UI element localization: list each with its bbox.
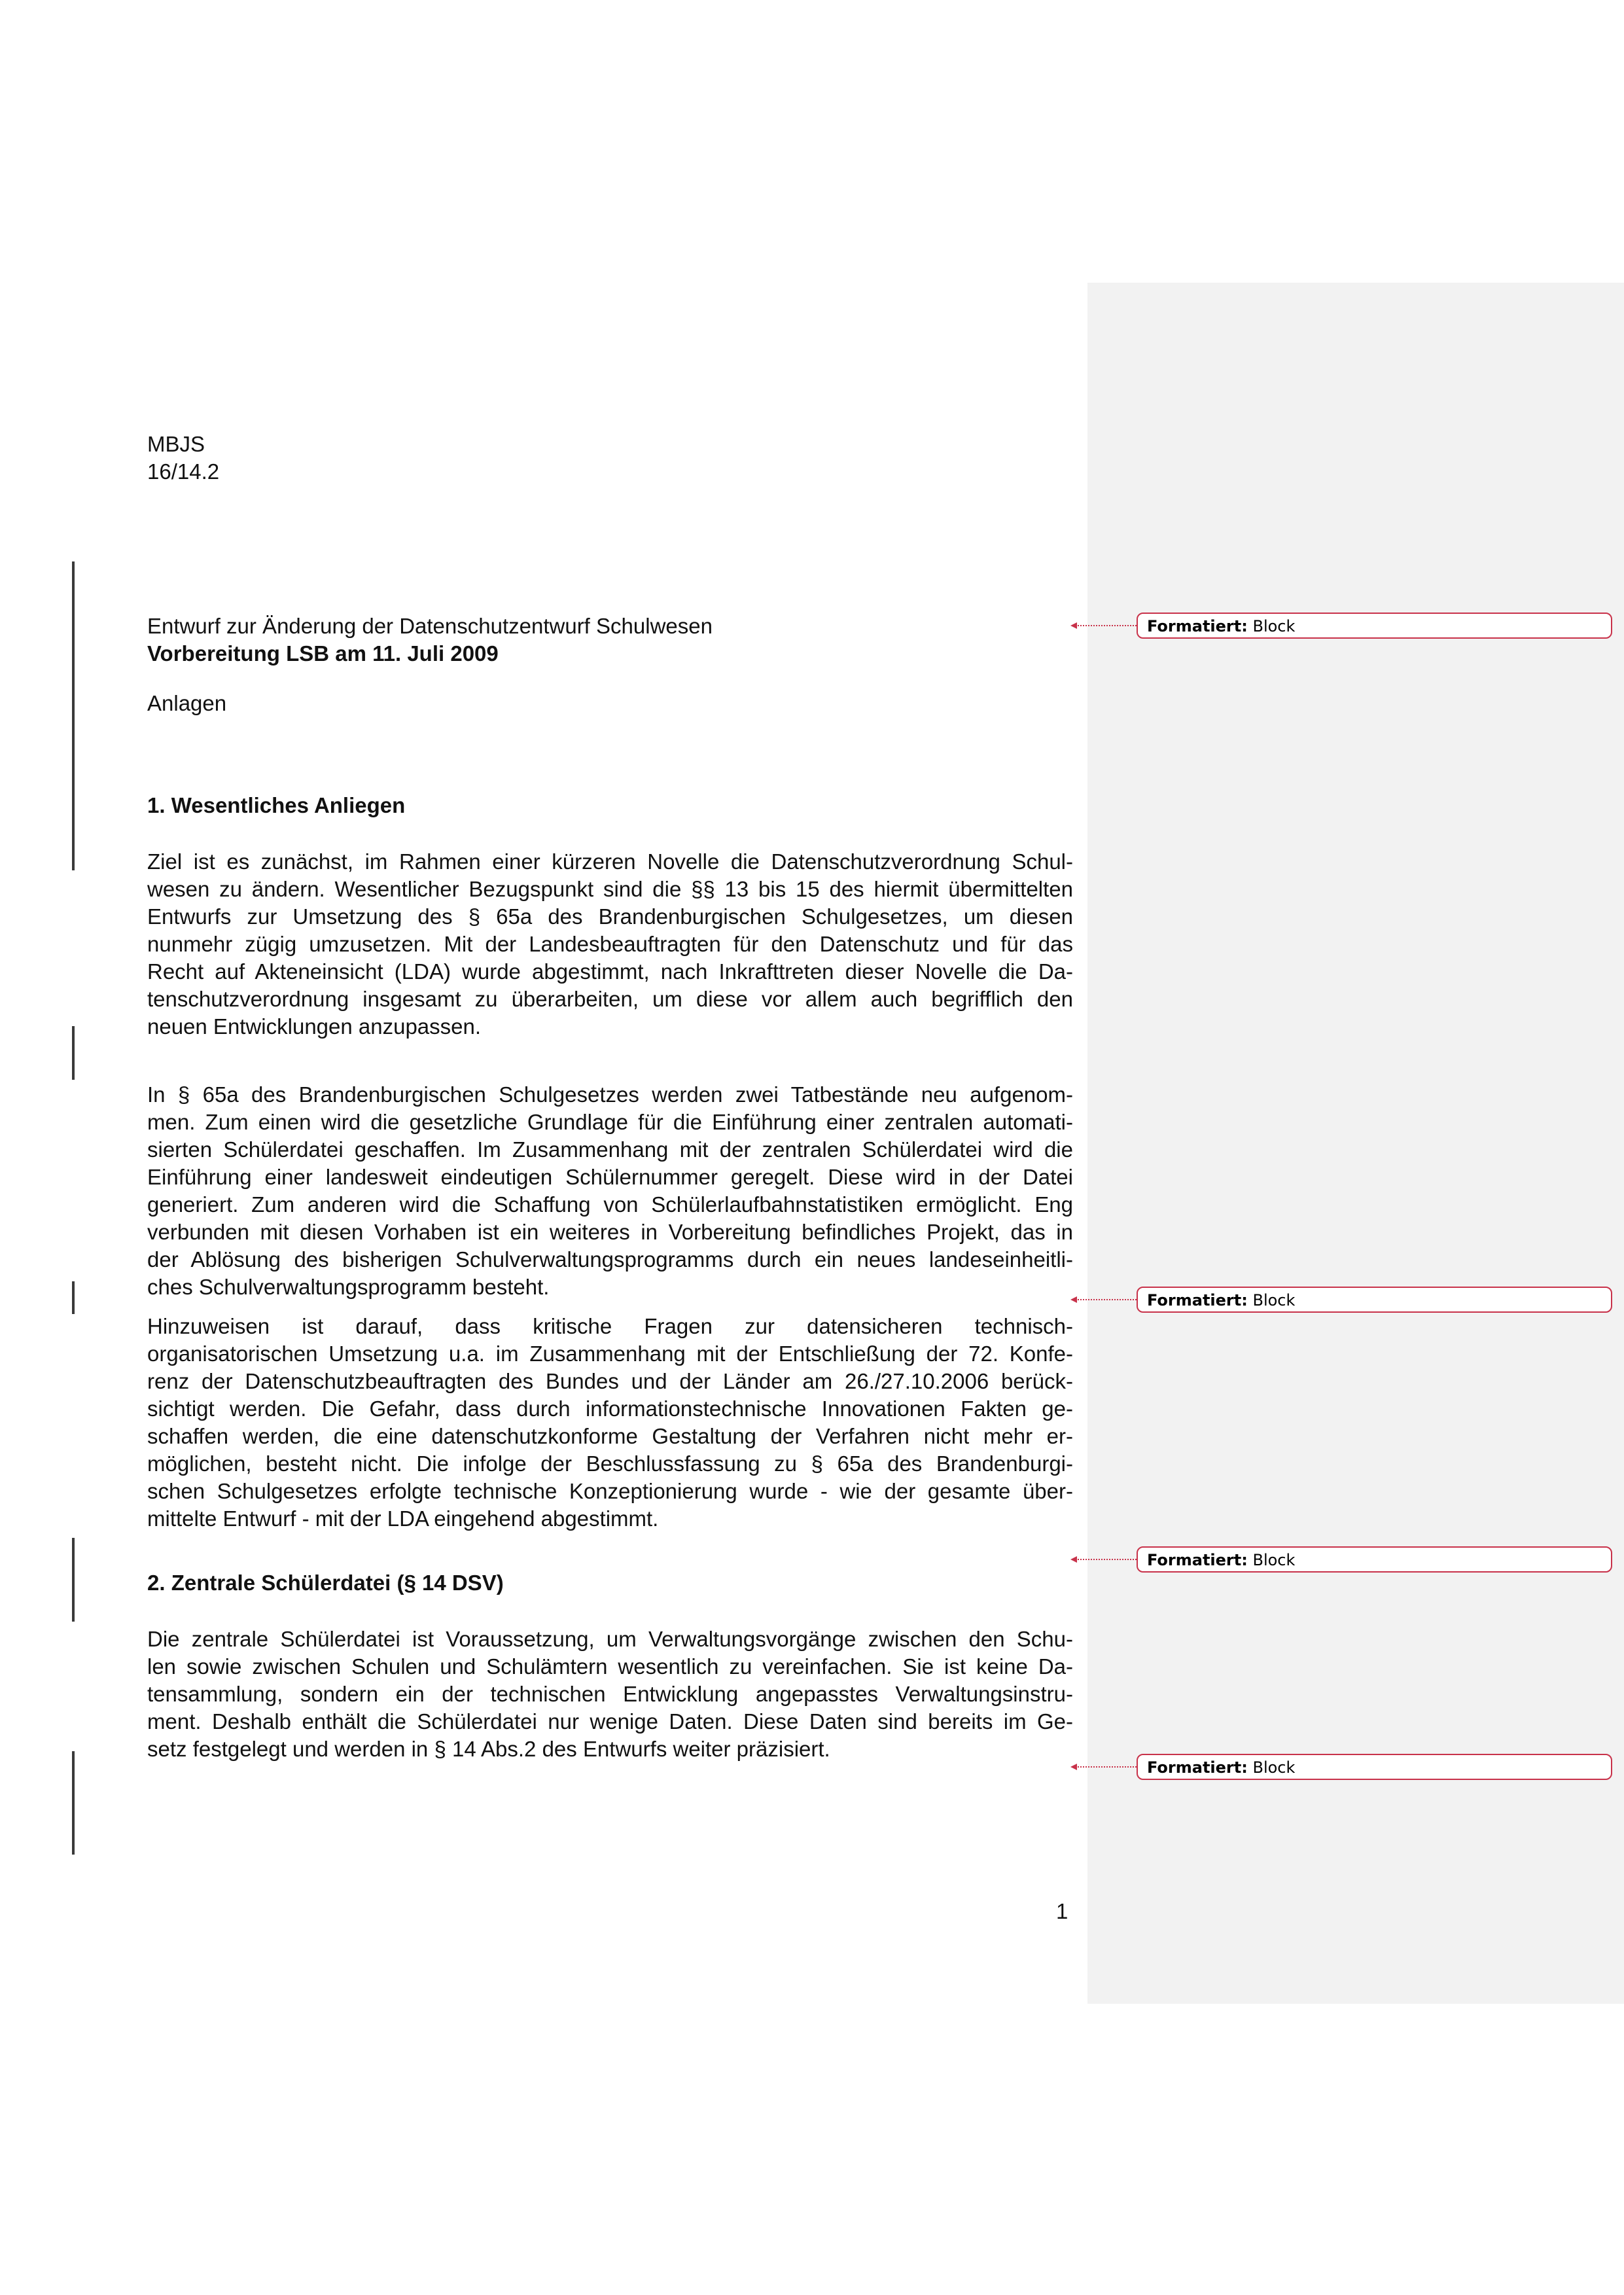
- change-bar: [72, 1751, 75, 1855]
- comment-value: Block: [1252, 617, 1296, 635]
- text-line: tenschutzverordnung insgesamt zu überarbeiten, um diese vor allem auch begrifflich den: [147, 987, 1073, 1011]
- comment-connector: [1073, 625, 1137, 626]
- text-line: ment. Deshalb enthält die Schülerdatei nur wenige Daten. Diese Daten sind bereits im Ge-: [147, 1709, 1073, 1734]
- comment-connector: [1073, 1766, 1137, 1768]
- text-line: möglichen, besteht nicht. Die infolge der Beschlussfassung zu § 65a des Brandenburgi-: [147, 1451, 1073, 1476]
- attachments-label: Anlagen: [147, 691, 227, 715]
- text-line: Die zentrale Schülerdatei ist Voraussetzung, um Verwaltungsvorgänge zwischen den Schu-: [147, 1627, 1073, 1651]
- text-line: len sowie zwischen Schulen und Schulämtern wesentlich zu vereinfachen. Sie ist keine Da-: [147, 1654, 1073, 1679]
- text-line: men. Zum einen wird die gesetzliche Grundlage für die Einführung einer zentralen automati-: [147, 1110, 1073, 1134]
- text-line: wesen zu ändern. Wesentlicher Bezugspunkt sind die §§ 13 bis 15 des hiermit übermittelten: [147, 877, 1073, 901]
- text-line: mittelte Entwurf - mit der LDA eingehend abgestimmt.: [147, 1506, 659, 1531]
- header-org: MBJS: [147, 432, 205, 456]
- comment-balloon[interactable]: [1137, 613, 1612, 639]
- change-bar: [72, 1538, 75, 1622]
- comment-value: Block: [1252, 1758, 1296, 1777]
- section2-heading: 2. Zentrale Schülerdatei (§ 14 DSV): [147, 1571, 504, 1595]
- comment-balloon[interactable]: [1137, 1287, 1612, 1313]
- page-number: 1: [1056, 1899, 1068, 1923]
- text-line: renz der Datenschutzbeauftragten des Bundes und der Länder am 26./27.10.2006 berück-: [147, 1369, 1073, 1393]
- change-bar: [72, 1281, 75, 1314]
- comment-label: Formatiert:: [1147, 1551, 1248, 1569]
- section2-paragraph-1: [147, 1626, 1073, 1763]
- section1-paragraph-3: [147, 1313, 1073, 1533]
- comment-margin-panel: [1087, 283, 1624, 2004]
- header-ref: 16/14.2: [147, 459, 220, 484]
- text-line: neuen Entwicklungen anzupassen.: [147, 1014, 482, 1039]
- text-line: schaffen werden, die eine datenschutzkonforme Gestaltung der Verfahren nicht mehr er-: [147, 1424, 1073, 1448]
- section1-heading: 1. Wesentliches Anliegen: [147, 793, 406, 817]
- text-line: sichtigt werden. Die Gefahr, dass durch informationstechnische Innovationen Fakten ge-: [147, 1397, 1073, 1421]
- text-line: Hinzuweisen ist darauf, dass kritische Fragen zur datensicheren technisch-: [147, 1314, 1073, 1338]
- text-line: schen Schulgesetzes erfolgte technische Konzeptionierung wurde - wie der gesamte über-: [147, 1479, 1073, 1503]
- text-line: setz festgelegt und werden in § 14 Abs.2 des Entwurfs weiter präzisiert.: [147, 1737, 830, 1761]
- title-line2: Vorbereitung LSB am 11. Juli 2009: [147, 641, 499, 666]
- comment-balloon[interactable]: [1137, 1754, 1612, 1780]
- comment-value: Block: [1252, 1551, 1296, 1569]
- comment-connector: [1073, 1299, 1137, 1300]
- text-line: Ziel ist es zunächst, im Rahmen einer kürzeren Novelle die Datenschutzverordnung Schul-: [147, 849, 1073, 874]
- section1-paragraph-1: [147, 848, 1073, 1041]
- comment-value: Block: [1252, 1291, 1296, 1309]
- text-line: organisatorischen Umsetzung u.a. im Zusammenhang mit der Entschließung der 72. Konfe-: [147, 1342, 1073, 1366]
- title-block: [147, 613, 1073, 667]
- change-bar: [72, 1026, 75, 1080]
- text-line: Entwurfs zur Umsetzung des § 65a des Brandenburgischen Schulgesetzes, um diesen: [147, 904, 1073, 929]
- section1-paragraph-2: [147, 1081, 1073, 1301]
- text-line: Recht auf Akteneinsicht (LDA) wurde abgestimmt, nach Inkrafttreten dieser Novelle die Da-: [147, 959, 1073, 984]
- comment-label: Formatiert:: [1147, 1291, 1248, 1309]
- comment-label: Formatiert:: [1147, 617, 1248, 635]
- change-bar: [72, 561, 75, 870]
- text-line: In § 65a des Brandenburgischen Schulgesetzes werden zwei Tatbestände neu aufgenom-: [147, 1082, 1073, 1107]
- comment-label: Formatiert:: [1147, 1758, 1248, 1777]
- text-line: Einführung einer landesweit eindeutigen Schülernummer geregelt. Diese wird in der Datei: [147, 1165, 1073, 1189]
- text-line: tensammlung, sondern ein der technischen Entwicklung angepasstes Verwaltungsinstru-: [147, 1682, 1073, 1706]
- text-line: ches Schulverwaltungsprogramm besteht.: [147, 1275, 550, 1299]
- text-line: sierten Schülerdatei geschaffen. Im Zusammenhang mit der zentralen Schülerdatei wird die: [147, 1137, 1073, 1162]
- header-block: [147, 431, 1073, 486]
- text-line: verbunden mit diesen Vorhaben ist ein weiteres in Vorbereitung befindliches Projekt, das in: [147, 1220, 1073, 1244]
- text-line: nunmehr zügig umzusetzen. Mit der Landesbeauftragten für den Datenschutz und für das: [147, 932, 1073, 956]
- comment-connector: [1073, 1559, 1137, 1560]
- comment-balloon[interactable]: [1137, 1546, 1612, 1573]
- text-line: der Ablösung des bisherigen Schulverwaltungsprogramms durch ein neues landeseinheitli-: [147, 1247, 1073, 1272]
- text-line: generiert. Zum anderen wird die Schaffung von Schülerlaufbahnstatistiken ermöglicht. Eng: [147, 1192, 1073, 1217]
- title-line1: Entwurf zur Änderung der Datenschutzentwurf Schulwesen: [147, 614, 713, 638]
